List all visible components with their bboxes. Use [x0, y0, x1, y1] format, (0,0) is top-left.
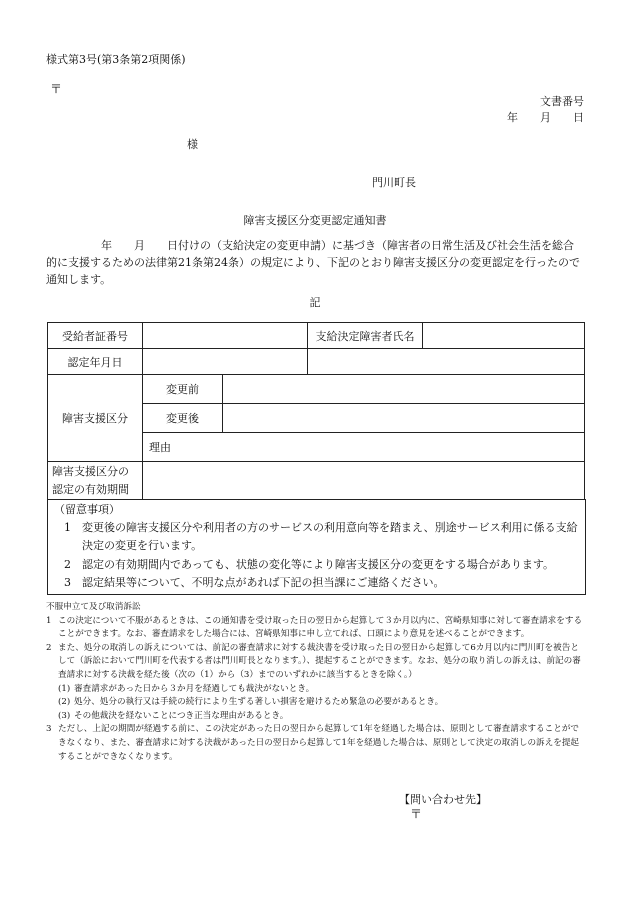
after-change-value[interactable]: [223, 404, 585, 433]
form-number: 様式第3号(第3条第2項関係): [46, 53, 186, 66]
validity-period-label: 障害支援区分の 認定の有効期間: [48, 462, 143, 500]
certification-table: [47, 322, 585, 500]
note-item: 2 認定の有効期間内であっても、状態の変化等により障害支援区分の変更をする場合があります。: [64, 558, 555, 571]
appeal-item-2: 2 また、処分の取消しの訴えについては、前記の審査請求に対する裁決書を受け取った日の翌日から起算して6カ月以内に門川町を被告として（訴訟において門川町を代表する者は門川町長となります。）、提起することができます。なお、処分の取り消しの訴えは、前記の審査請求に対する決裁を経た後（次の（1）から（3）までのいずれかに該当するときを除く。）: [46, 642, 581, 680]
support-category-label: 障害支援区分: [48, 375, 143, 462]
certification-date-blank: [308, 349, 585, 375]
note-item: 1 変更後の障害支援区分や利用者の方のサービスの利用意向等を踏まえ、別途サービス利用に係る支給決定の変更を行います。: [64, 521, 578, 552]
ki-label: 記: [309, 296, 321, 309]
contact-label: 【問い合わせ先】: [399, 793, 487, 806]
decision-person-name-label: 支給決定障害者氏名: [308, 323, 423, 349]
recipient-cert-number-value[interactable]: [143, 323, 308, 349]
recipient-cert-number-label: 受給者証番号: [48, 323, 143, 349]
note-item: 3 認定結果等について、不明な点があれば下記の担当課にご連絡ください。: [64, 576, 445, 589]
document-number-label: 文書番号: [540, 95, 584, 108]
certification-date-label: 認定年月日: [48, 349, 143, 375]
certification-date-value[interactable]: [143, 349, 308, 375]
notes-box: [47, 499, 586, 595]
appeal-sub-1: (1) 審査請求があった日から３か月を経過しても裁決がないとき。: [58, 683, 315, 694]
validity-period-value[interactable]: [143, 462, 585, 500]
reason-cell[interactable]: [143, 433, 585, 462]
notes-title: （留意事項）: [54, 503, 120, 516]
before-change-label: 変更前: [143, 375, 223, 404]
postal-mark: 〒: [50, 82, 63, 96]
appeal-item-1: 1 この決定について不服があるときは、この通知書を受け取った日の翌日から起算して３か月以内に、宮崎県知事に対して審査請求をすることができます。なお、審査請求をした場合には、宮崎県知事に申し立てれば、口頭により意見を述べることができます。: [46, 615, 583, 640]
before-change-value[interactable]: [223, 375, 585, 404]
appeal-heading: 不服申立て及び取消訴訟: [46, 602, 141, 612]
appeal-section: [46, 601, 586, 764]
after-change-label: 変更後: [143, 404, 223, 433]
appeal-item-3: 3 ただし、上記の期間が経過する前に、この決定があった日の翌日から起算して1年を経過した場合は、原則として審査請求することができなくなり、また、審査請求に対する決裁があった日の翌日から起算して1年を経過した場合は、原則として決定の取消しの訴えを提起することができなくなります。: [46, 724, 580, 762]
intro-paragraph: 年 月 日付けの（支給決定の変更申請）に基づき（障害者の日常生活及び社会生活を総合的に支援するための法律第21条第24条）の規定により、下記のとおり障害支援区分の変更認定を行ったので通知します。: [46, 239, 580, 286]
issuer: 門川町長: [372, 176, 416, 189]
recipient-suffix: 様: [187, 138, 198, 151]
contact-postal-mark: 〒: [410, 807, 423, 821]
appeal-sub-2: (2) 処分、処分の執行又は手続の続行により生ずる著しい損害を避けるため緊急の必要があるとき。: [58, 697, 444, 708]
reason-label: 理由: [149, 441, 171, 454]
document-title: 障害支援区分変更認定通知書: [243, 214, 387, 227]
date-line: 年 月 日: [507, 111, 584, 124]
appeal-sub-3: (3) その他裁決を経ないことにつき正当な理由があるとき。: [58, 710, 289, 721]
decision-person-name-value[interactable]: [423, 323, 585, 349]
